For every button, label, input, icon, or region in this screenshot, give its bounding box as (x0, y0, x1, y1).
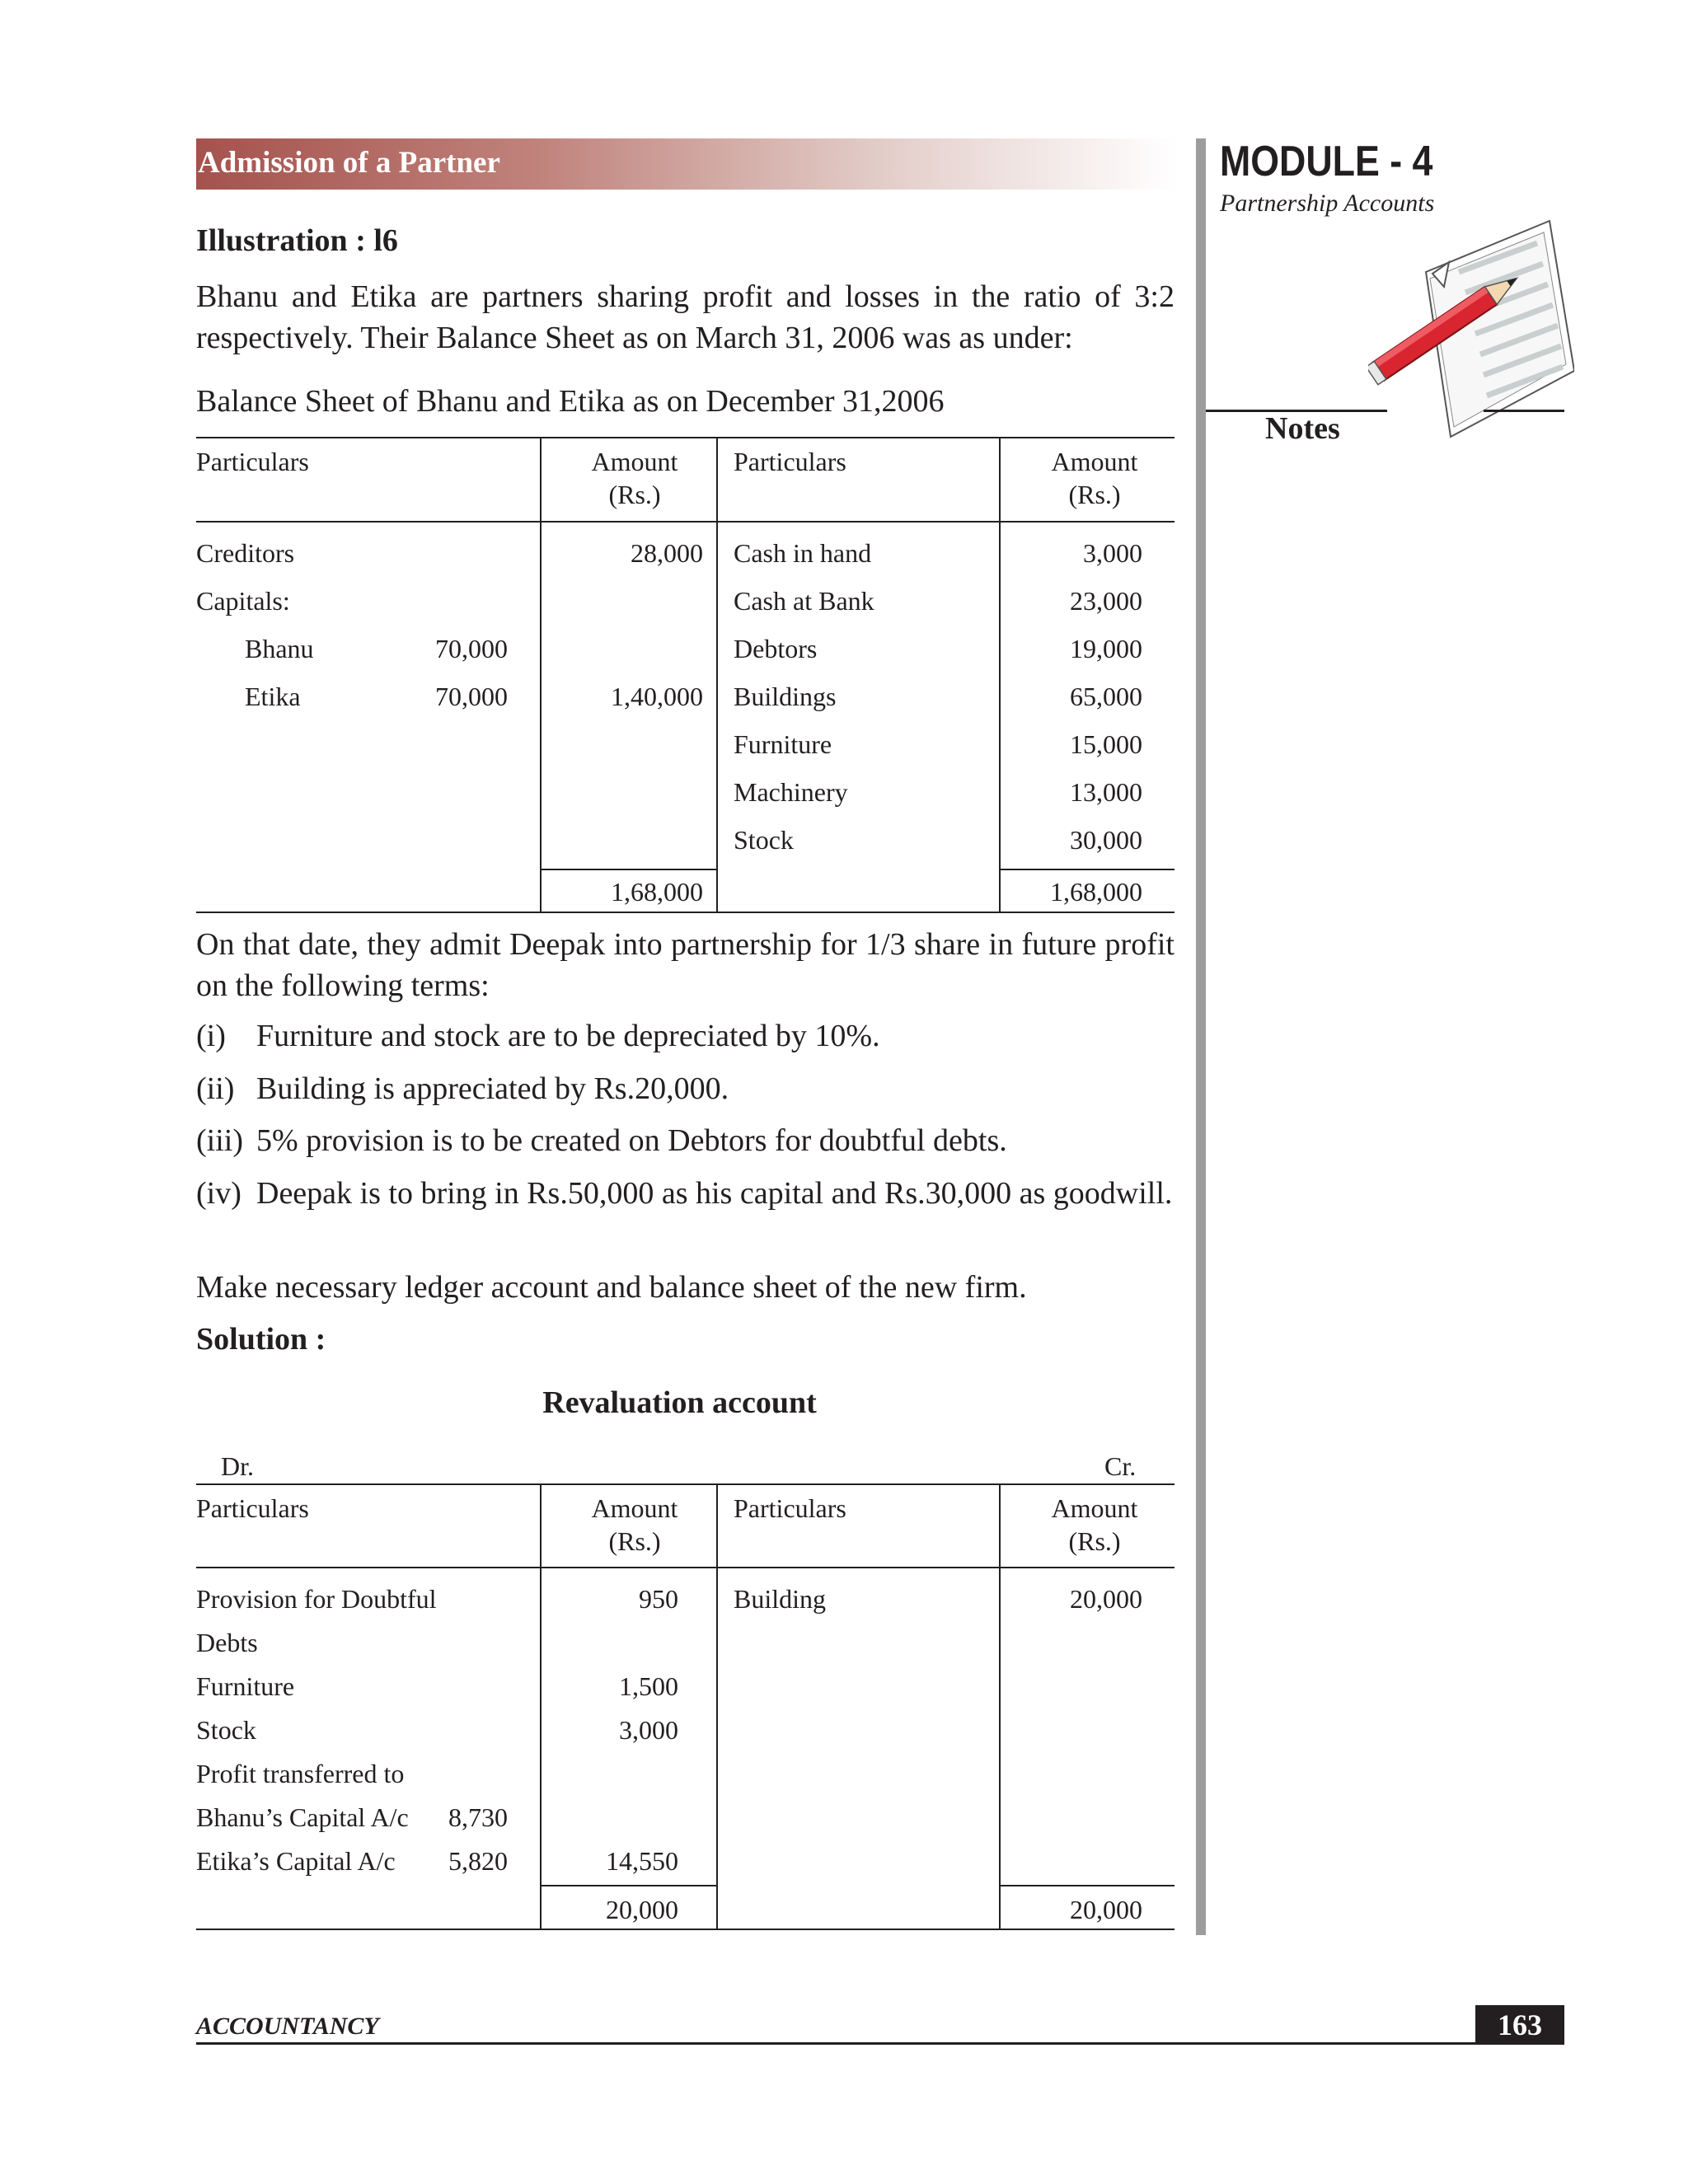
asset-label: Cash in hand (734, 538, 872, 568)
term-text: Deepak is to bring in Rs.50,000 as his capital and Rs.30,000 as goodwill. (256, 1176, 1173, 1211)
table-col-divider (716, 437, 718, 912)
credit-marker: Cr. (1104, 1451, 1137, 1481)
debit-label: Provision for Doubtful (196, 1584, 437, 1614)
header-particulars: Particulars (196, 447, 309, 476)
term-text: 5% provision is to be created on Debtors for doubtful debts. (256, 1123, 1007, 1158)
asset-label: Buildings (734, 682, 837, 711)
header-particulars: Particulars (734, 447, 846, 476)
table-rule-top (196, 1483, 1175, 1485)
header-unit: (Rs.) (608, 480, 661, 509)
asset-amount: 19,000 (1070, 634, 1142, 663)
asset-label: Debtors (734, 634, 818, 663)
debit-label: Furniture (196, 1671, 295, 1701)
asset-amount: 65,000 (1070, 682, 1142, 711)
table-col-divider (540, 1483, 542, 1929)
table-rule-top (196, 437, 1175, 438)
term-text: Furniture and stock are to be depreciated by 10%. (256, 1019, 880, 1053)
profit-share-label: Bhanu’s Capital A/c (196, 1802, 409, 1832)
debit-amount: 950 (639, 1584, 678, 1614)
task-instruction: Make necessary ledger account and balance sheet of the new firm. (196, 1270, 1027, 1305)
footer-subject: ACCOUNTANCY (196, 2013, 379, 2040)
header-unit: (Rs.) (1068, 480, 1121, 509)
balance-sheet-title: Balance Sheet of Bhanu and Etika as on December 31,2006 (196, 384, 945, 419)
header-particulars: Particulars (196, 1493, 309, 1523)
liability-label: Creditors (196, 538, 295, 568)
header-unit: (Rs.) (1068, 1526, 1121, 1556)
solution-heading: Solution : (196, 1322, 326, 1357)
footer-rule (196, 2042, 1564, 2045)
terms-intro: On that date, they admit Deepak into partnership for 1/3 share in future profit on the following terms: (196, 927, 1175, 1003)
debit-label: Stock (196, 1715, 256, 1745)
header-amount: Amount (591, 1493, 678, 1523)
table-col-divider (540, 437, 542, 912)
illustration-heading: Illustration : l6 (196, 223, 398, 258)
module-subtitle: Partnership Accounts (1220, 190, 1435, 217)
revaluation-title (196, 1382, 1175, 1423)
asset-amount: 23,000 (1070, 586, 1142, 616)
total-right: 20,000 (1070, 1895, 1142, 1924)
asset-label: Furniture (734, 729, 832, 759)
debit-label: Debts (196, 1628, 258, 1657)
table-rule-total-right (1000, 869, 1175, 870)
profit-share-value: 5,820 (448, 1846, 508, 1876)
table-rule-header (196, 521, 1175, 523)
total-right: 1,68,000 (1050, 877, 1142, 907)
liability-amount: 28,000 (631, 538, 703, 568)
page-number: 163 (1498, 2008, 1542, 2041)
partner-name: Etika (245, 682, 301, 711)
revaluation-title-text: Revaluation account (542, 1385, 817, 1420)
partner-capital: 70,000 (435, 634, 508, 663)
debit-amount: 3,000 (619, 1715, 678, 1745)
table-col-divider (999, 437, 1001, 912)
illustration-intro: Bhanu and Etika are partners sharing profit and losses in the ratio of 3:2 respectively. Their Balance Sheet as on March 31, 2006 was as under: (196, 279, 1175, 355)
asset-label: Machinery (734, 777, 848, 807)
header-particulars: Particulars (734, 1493, 846, 1523)
margin-divider (1196, 138, 1206, 1935)
notes-rule-right (1484, 410, 1564, 412)
table-rule-total-right (1000, 1885, 1175, 1886)
term-text: Building is appreciated by Rs.20,000. (256, 1071, 729, 1106)
header-amount: Amount (1051, 447, 1138, 476)
capital-total: 1,40,000 (611, 682, 703, 711)
partner-capital: 70,000 (435, 682, 508, 711)
debit-label: Profit transferred to (196, 1759, 405, 1788)
asset-amount: 15,000 (1070, 729, 1142, 759)
partner-name: Bhanu (245, 634, 314, 663)
header-amount: Amount (591, 447, 678, 476)
header-amount: Amount (1051, 1493, 1138, 1523)
credit-label: Building (734, 1584, 827, 1614)
asset-label: Stock (734, 825, 794, 855)
header-unit: (Rs.) (608, 1526, 661, 1556)
asset-label: Cash at Bank (734, 586, 874, 616)
term-number: (ii) (196, 1071, 235, 1106)
asset-amount: 30,000 (1070, 825, 1142, 855)
profit-share-value: 8,730 (448, 1802, 508, 1832)
term-number: (i) (196, 1019, 226, 1053)
debit-marker: Dr. (221, 1451, 254, 1481)
table-rule-bottom (196, 912, 1175, 913)
term-number: (iii) (196, 1123, 243, 1158)
table-col-divider (999, 1483, 1001, 1929)
table-rule-bottom (196, 1929, 1175, 1930)
notes-label: Notes (1265, 411, 1340, 446)
table-col-divider (716, 1483, 718, 1929)
total-left: 20,000 (606, 1895, 678, 1924)
profit-share-label: Etika’s Capital A/c (196, 1846, 396, 1876)
liability-label: Capitals: (196, 586, 290, 616)
section-title: Admission of a Partner (198, 146, 500, 180)
notepad-pencil-icon (1368, 214, 1574, 453)
total-left: 1,68,000 (611, 877, 703, 907)
table-rule-total-left (541, 869, 718, 870)
debit-amount: 1,500 (619, 1671, 678, 1701)
table-rule-header (196, 1567, 1175, 1568)
asset-amount: 13,000 (1070, 777, 1142, 807)
term-number: (iv) (196, 1176, 241, 1211)
credit-amount: 20,000 (1070, 1584, 1142, 1614)
module-label: MODULE - 4 (1220, 138, 1433, 185)
asset-amount: 3,000 (1083, 538, 1142, 568)
profit-total: 14,550 (606, 1846, 678, 1876)
table-rule-total-left (541, 1885, 718, 1886)
